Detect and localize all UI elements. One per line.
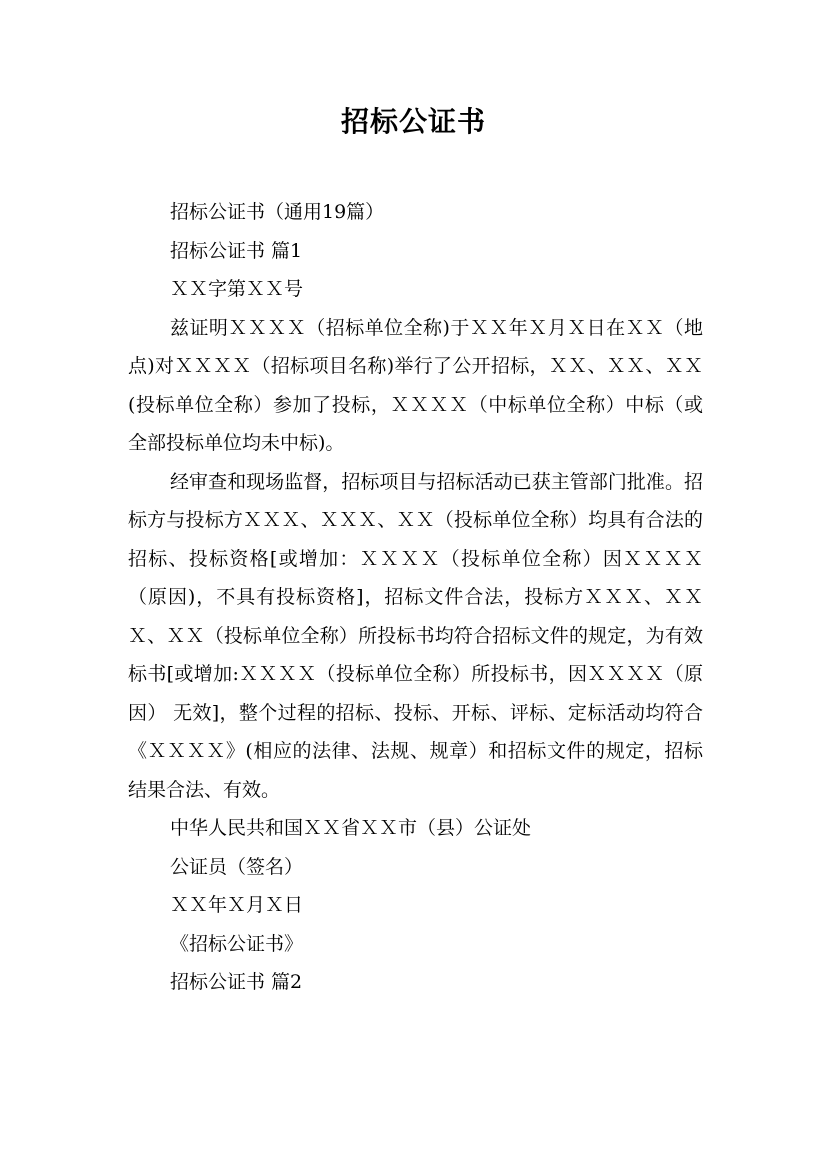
date-line: ＸＸ年Ｘ月Ｘ日 xyxy=(170,894,304,916)
section-heading-1: 招标公证书 篇1 xyxy=(170,239,303,262)
document-body xyxy=(128,193,703,1002)
intro-line: 招标公证书（通用19篇） xyxy=(170,201,385,223)
issuer-line: 中华人民共和国ＸＸ省ＸＸ市（县）公证处 xyxy=(170,817,532,839)
section-heading-2: 招标公证书 篇2 xyxy=(170,971,303,993)
reference-number: ＸＸ字第ＸＸ号 xyxy=(170,278,304,300)
document-title: 招标公证书 xyxy=(340,105,486,138)
paragraph-1: 兹证明ＸＸＸＸ（招标单位全称)于ＸＸ年Ｘ月Ｘ日在ＸＸ（地点)对ＸＸＸＸ（招标项目名称)举行了公开招标，ＸＸ、ＸＸ、ＸＸ(投标单位全称）参加了投标，ＸＸＸＸ（中标单位全称）中标（或全部投标单位均未中标)。 xyxy=(128,316,703,454)
notary-signature-line: 公证员（签名） xyxy=(170,855,304,878)
paragraph-2: 经审查和现场监督，招标项目与招标活动已获主管部门批准。招标方与投标方ＸＸＸ、ＸＸＸ、ＸＸ（投标单位全称）均具有合法的招标、投标资格[或增加：ＸＸＸＸ（投标单位全称）因ＸＸＸＸ（原因)，不具有投标资格]，招标文件合法，投标方ＸＸＸ、ＸＸＸ、ＸＸ（投标单位全称）所投标书均符合招标文件的规定，为有效标书[或增加:ＸＸＸＸ（投标单位全称）所投标书，因ＸＸＸＸ（原因） 无效]，整个过程的招标、投标、开标、评标、定标活动均符合《ＸＸＸＸ》(相应的法律、法规、规章）和招标文件的规定，招标结果合法、有效。 xyxy=(128,470,703,801)
book-title-line: 《招标公证书》 xyxy=(170,932,304,955)
